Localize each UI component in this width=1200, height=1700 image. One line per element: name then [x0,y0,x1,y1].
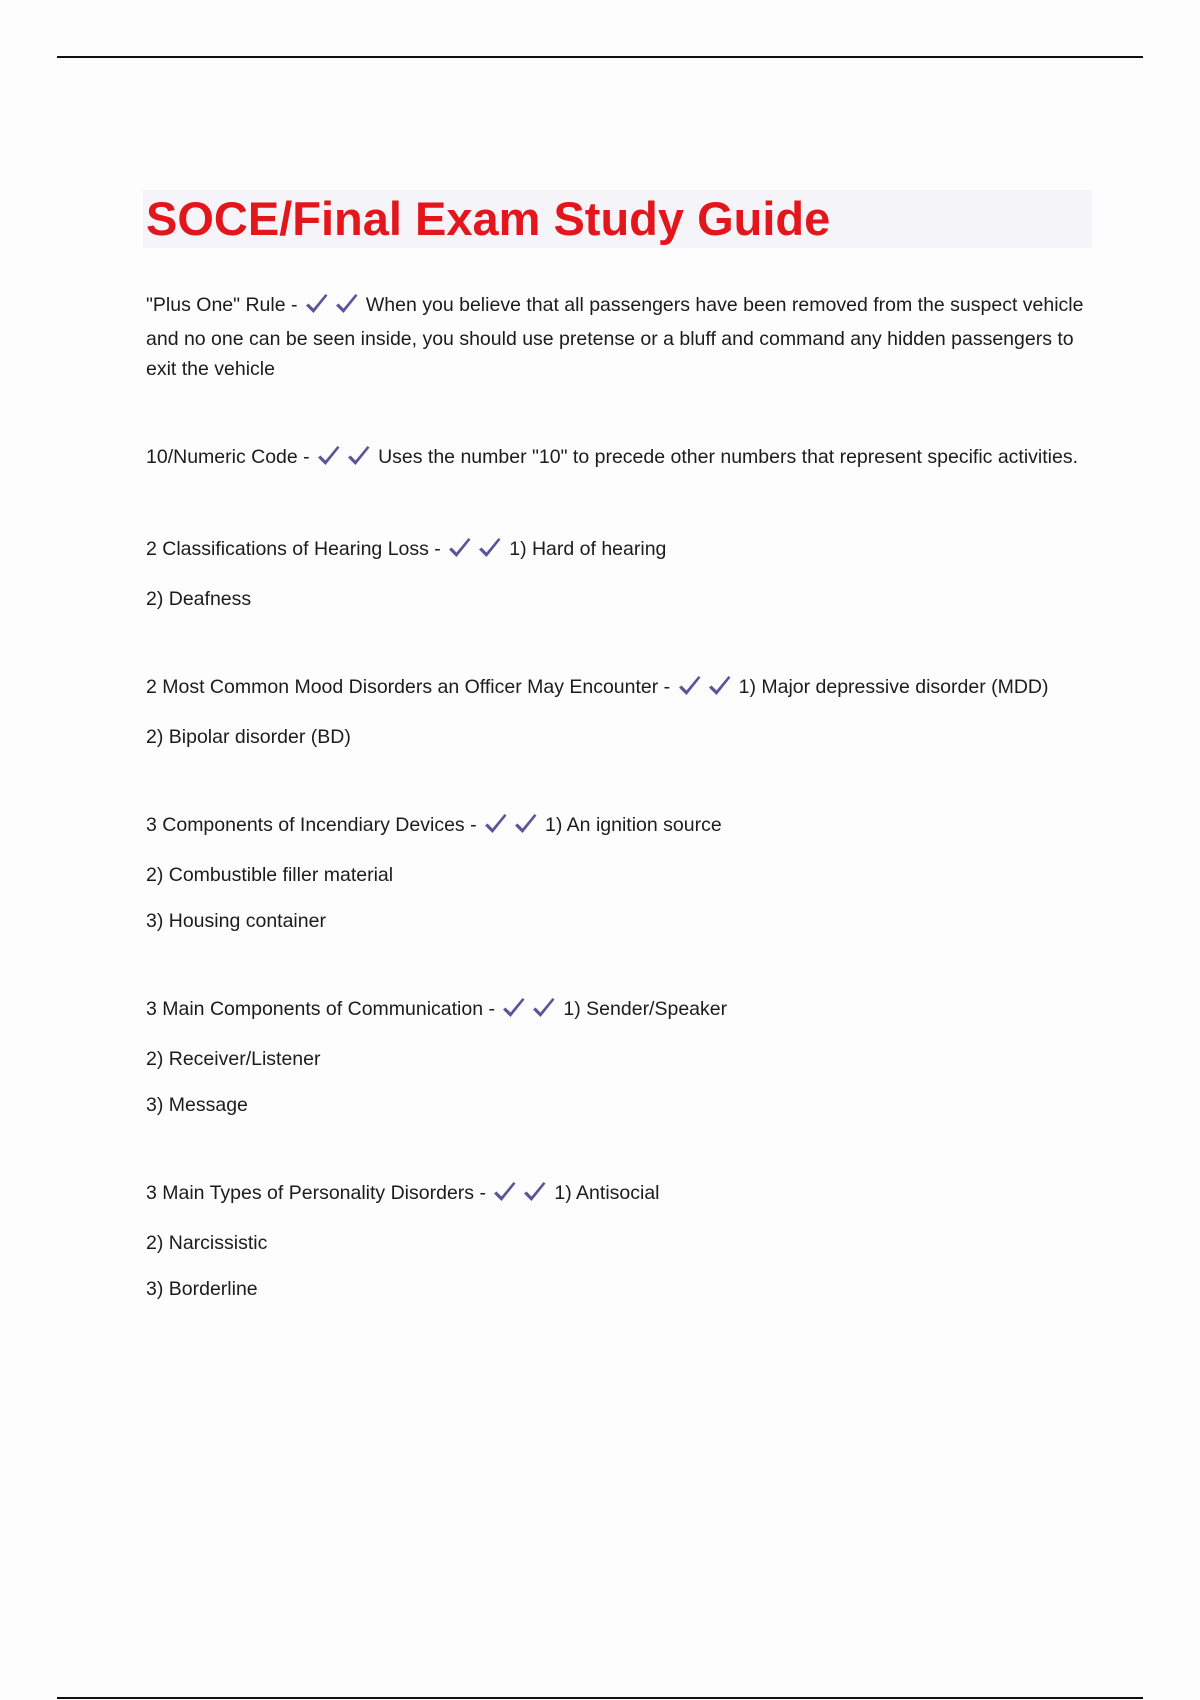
entry-main-line [146,672,1086,706]
study-entry [146,534,1086,614]
entry-list-item: 3) Message [146,1094,248,1116]
entry-definition: 1) An ignition source [545,814,722,836]
entry-term: 10/Numeric Code - [146,446,316,468]
checkmark-icon [531,997,556,1019]
study-entry [146,442,1086,476]
entry-term: 3 Components of Incendiary Devices - [146,814,482,836]
entry-list-item: 3) Housing container [146,910,326,932]
top-rule [57,56,1143,58]
entry-main-line [146,290,1086,384]
checkmark-icon [492,1181,517,1203]
checkmark-icon [477,537,502,559]
entry-main-line [146,534,1086,568]
checkmark-icon [707,675,732,697]
double-check-icon [304,293,364,324]
entry-definition: 1) Major depressive disorder (MDD) [738,676,1049,698]
entry-list-item: 2) Bipolar disorder (BD) [146,726,351,748]
entry-term: "Plus One" Rule - [146,294,303,316]
entry-definition: Uses the number "10" to precede other numbers that represent specific activities. [378,446,1079,468]
entry-main-line [146,1178,1086,1212]
entry-definition: 1) Sender/Speaker [563,998,728,1020]
study-guide-entries [146,290,1086,1304]
entry-term: 2 Classifications of Hearing Loss - [146,538,447,560]
entry-list-item: 2) Combustible filler material [146,864,394,886]
study-entry [146,1178,1086,1304]
study-entry [146,994,1086,1120]
checkmark-icon [447,537,472,559]
double-check-icon [677,675,737,706]
checkmark-icon [522,1181,547,1203]
entry-term: 3 Main Types of Personality Disorders - [146,1182,492,1204]
checkmark-icon [316,445,341,467]
double-check-icon [492,1181,552,1212]
entry-list-item: 2) Deafness [146,588,252,610]
entry-main-line [146,442,1086,476]
study-entry [146,810,1086,936]
study-entry [146,672,1086,752]
checkmark-icon [346,445,371,467]
entry-term: 2 Most Common Mood Disorders an Officer May Encounter - [146,676,676,698]
double-check-icon [447,537,507,568]
checkmark-icon [501,997,526,1019]
entry-definition: When you believe that all passengers have been removed from the suspect vehicle and no one can be seen inside, you should use pretense or a bluff and command any hidden passengers to exit the vehicle [146,294,1084,380]
page-title: SOCE/Final Exam Study Guide [146,192,831,245]
checkmark-icon [513,813,538,835]
entry-list-item: 2) Receiver/Listener [146,1048,321,1070]
double-check-icon [483,813,543,844]
checkmark-icon [677,675,702,697]
study-entry [146,290,1086,384]
checkmark-icon [334,293,359,315]
bottom-rule [57,1697,1143,1699]
double-check-icon [316,445,376,476]
entry-definition: 1) Hard of hearing [509,538,667,560]
entry-main-line [146,810,1086,844]
entry-main-line [146,994,1086,1028]
entry-term: 3 Main Components of Communication - [146,998,501,1020]
checkmark-icon [483,813,508,835]
double-check-icon [501,997,561,1028]
entry-list-item: 2) Narcissistic [146,1232,268,1254]
entry-list-item: 3) Borderline [146,1278,258,1300]
checkmark-icon [304,293,329,315]
entry-definition: 1) Antisocial [554,1182,660,1204]
